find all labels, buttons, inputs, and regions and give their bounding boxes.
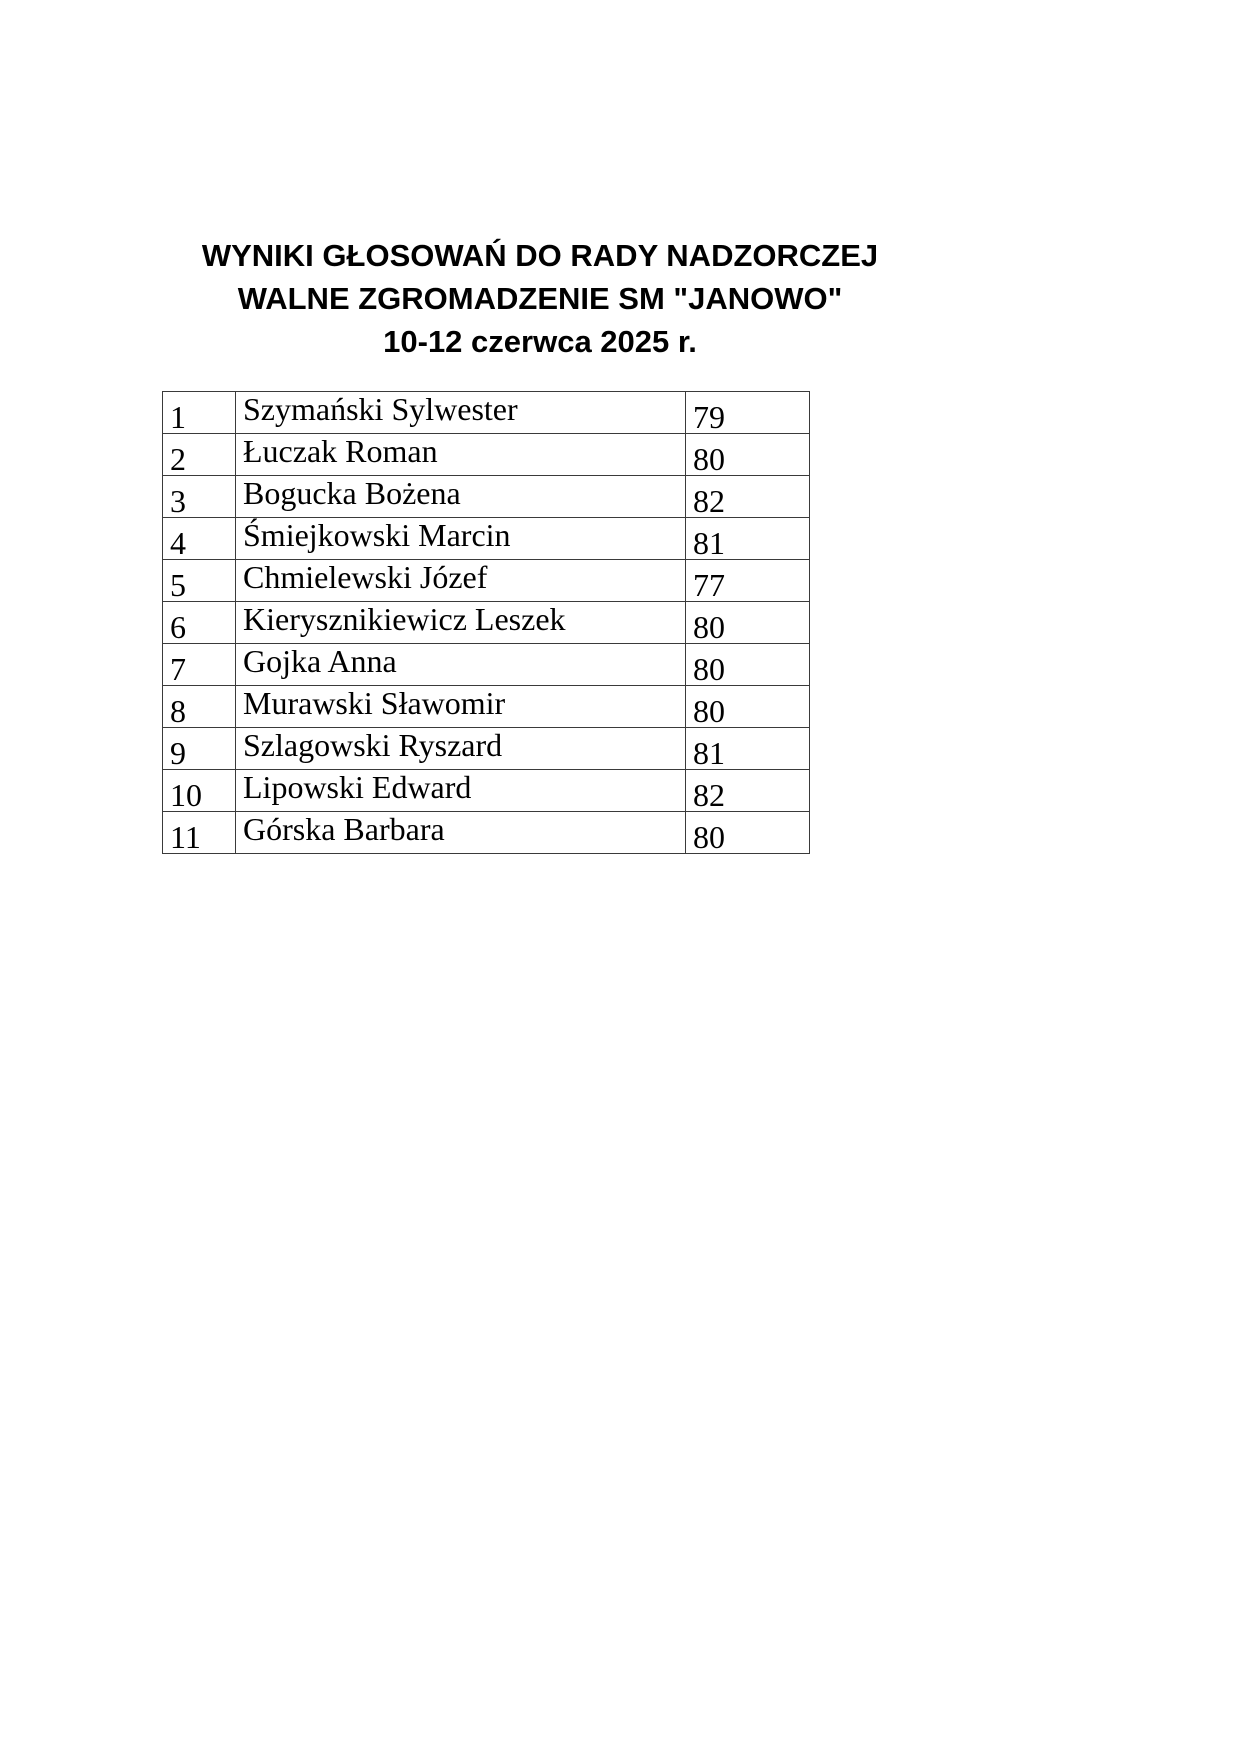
candidate-number: 10 bbox=[163, 770, 236, 812]
candidate-number: 2 bbox=[163, 434, 236, 476]
candidate-name: Gojka Anna bbox=[236, 644, 686, 686]
candidate-votes: 79 bbox=[686, 392, 810, 434]
candidate-name: Łuczak Roman bbox=[236, 434, 686, 476]
candidate-name: Szymański Sylwester bbox=[236, 392, 686, 434]
candidate-number: 8 bbox=[163, 686, 236, 728]
table-row bbox=[163, 434, 810, 476]
candidate-name: Górska Barbara bbox=[236, 812, 686, 854]
candidate-number: 5 bbox=[163, 560, 236, 602]
table-row bbox=[163, 560, 810, 602]
candidate-number: 4 bbox=[163, 518, 236, 560]
heading-line-title: WYNIKI GŁOSOWAŃ DO RADY NADZORCZEJ bbox=[201, 238, 879, 273]
candidate-name: Szlagowski Ryszard bbox=[236, 728, 686, 770]
table-row bbox=[163, 602, 810, 644]
candidate-name: Bogucka Bożena bbox=[236, 476, 686, 518]
candidate-number: 3 bbox=[163, 476, 236, 518]
document-heading bbox=[160, 234, 920, 363]
results-table bbox=[162, 391, 810, 854]
candidate-number: 9 bbox=[163, 728, 236, 770]
table-row bbox=[163, 728, 810, 770]
table-row bbox=[163, 518, 810, 560]
candidate-votes: 80 bbox=[686, 644, 810, 686]
candidate-number: 6 bbox=[163, 602, 236, 644]
candidate-name: Lipowski Edward bbox=[236, 770, 686, 812]
candidate-number: 7 bbox=[163, 644, 236, 686]
candidate-votes: 81 bbox=[686, 728, 810, 770]
candidate-name: Murawski Sławomir bbox=[236, 686, 686, 728]
candidate-number: 11 bbox=[163, 812, 236, 854]
candidate-votes: 77 bbox=[686, 560, 810, 602]
candidate-name: Kierysznikiewicz Leszek bbox=[236, 602, 686, 644]
table-row bbox=[163, 686, 810, 728]
candidate-votes: 80 bbox=[686, 434, 810, 476]
heading-line-assembly: WALNE ZGROMADZENIE SM "JANOWO" bbox=[237, 281, 843, 316]
table-row bbox=[163, 770, 810, 812]
heading-line-date: 10-12 czerwca 2025 r. bbox=[383, 324, 697, 359]
candidate-votes: 80 bbox=[686, 686, 810, 728]
candidate-votes: 80 bbox=[686, 812, 810, 854]
candidate-votes: 80 bbox=[686, 602, 810, 644]
table-row bbox=[163, 476, 810, 518]
candidate-votes: 82 bbox=[686, 770, 810, 812]
candidate-name: Chmielewski Józef bbox=[236, 560, 686, 602]
candidate-number: 1 bbox=[163, 392, 236, 434]
candidate-votes: 81 bbox=[686, 518, 810, 560]
table-row bbox=[163, 644, 810, 686]
table-row bbox=[163, 392, 810, 434]
candidate-votes: 82 bbox=[686, 476, 810, 518]
candidate-name: Śmiejkowski Marcin bbox=[236, 518, 686, 560]
table-row bbox=[163, 812, 810, 854]
